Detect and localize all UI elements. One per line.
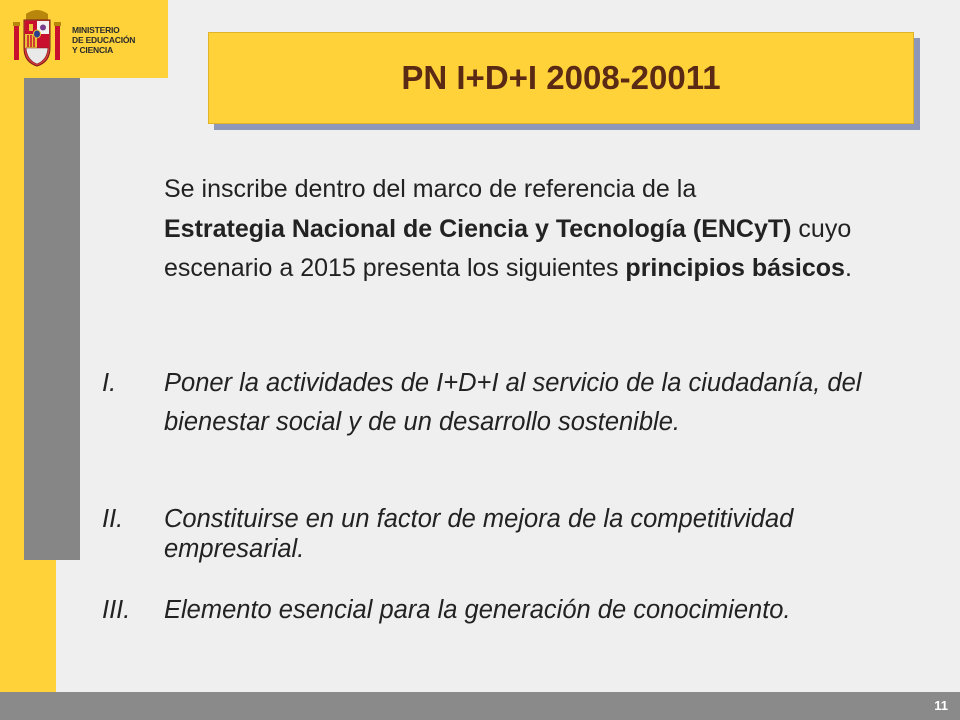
intro-paragraph — [164, 170, 904, 289]
intro-text: Se inscribe dentro del marco de referencia de la — [164, 175, 697, 203]
item-number: I. — [102, 369, 117, 397]
intro-bold-strategy: Estrategia Nacional de Ciencia y Tecnología (ENCyT) — [164, 214, 792, 243]
principle-item — [102, 595, 902, 625]
slide-title: PN I+D+I 2008-20011 — [401, 59, 721, 96]
item-text: Poner la actividades de I+D+I al servicio de la ciudadanía, del bienestar social y de un desarrollo sostenible. — [164, 369, 862, 436]
ministry-logo — [0, 0, 168, 78]
spain-coat-of-arms-icon — [12, 8, 62, 70]
title-box — [208, 32, 914, 124]
item-text: Elemento esencial para la generación de conocimiento. — [164, 596, 791, 624]
item-text: Constituirse en un factor de mejora de la competitividad empresarial. — [164, 505, 794, 563]
intro-text: . — [844, 254, 852, 282]
ministry-line: Y CIENCIA — [72, 45, 114, 55]
footer-bar — [0, 692, 960, 720]
ministry-line: DE EDUCACIÓN — [72, 35, 136, 45]
principle-item — [102, 364, 902, 442]
ministry-line: MINISTERIO — [72, 25, 120, 35]
item-number: III. — [102, 596, 131, 624]
gray-side-bar — [24, 78, 80, 560]
ministry-name — [72, 25, 135, 55]
page-number: 11 — [934, 698, 948, 713]
principle-item — [102, 504, 902, 564]
intro-bold-principles: principios básicos — [625, 254, 845, 282]
item-number: II. — [102, 505, 124, 533]
intro-text: cuyo escenario a 2015 presenta los siguientes — [164, 214, 852, 282]
